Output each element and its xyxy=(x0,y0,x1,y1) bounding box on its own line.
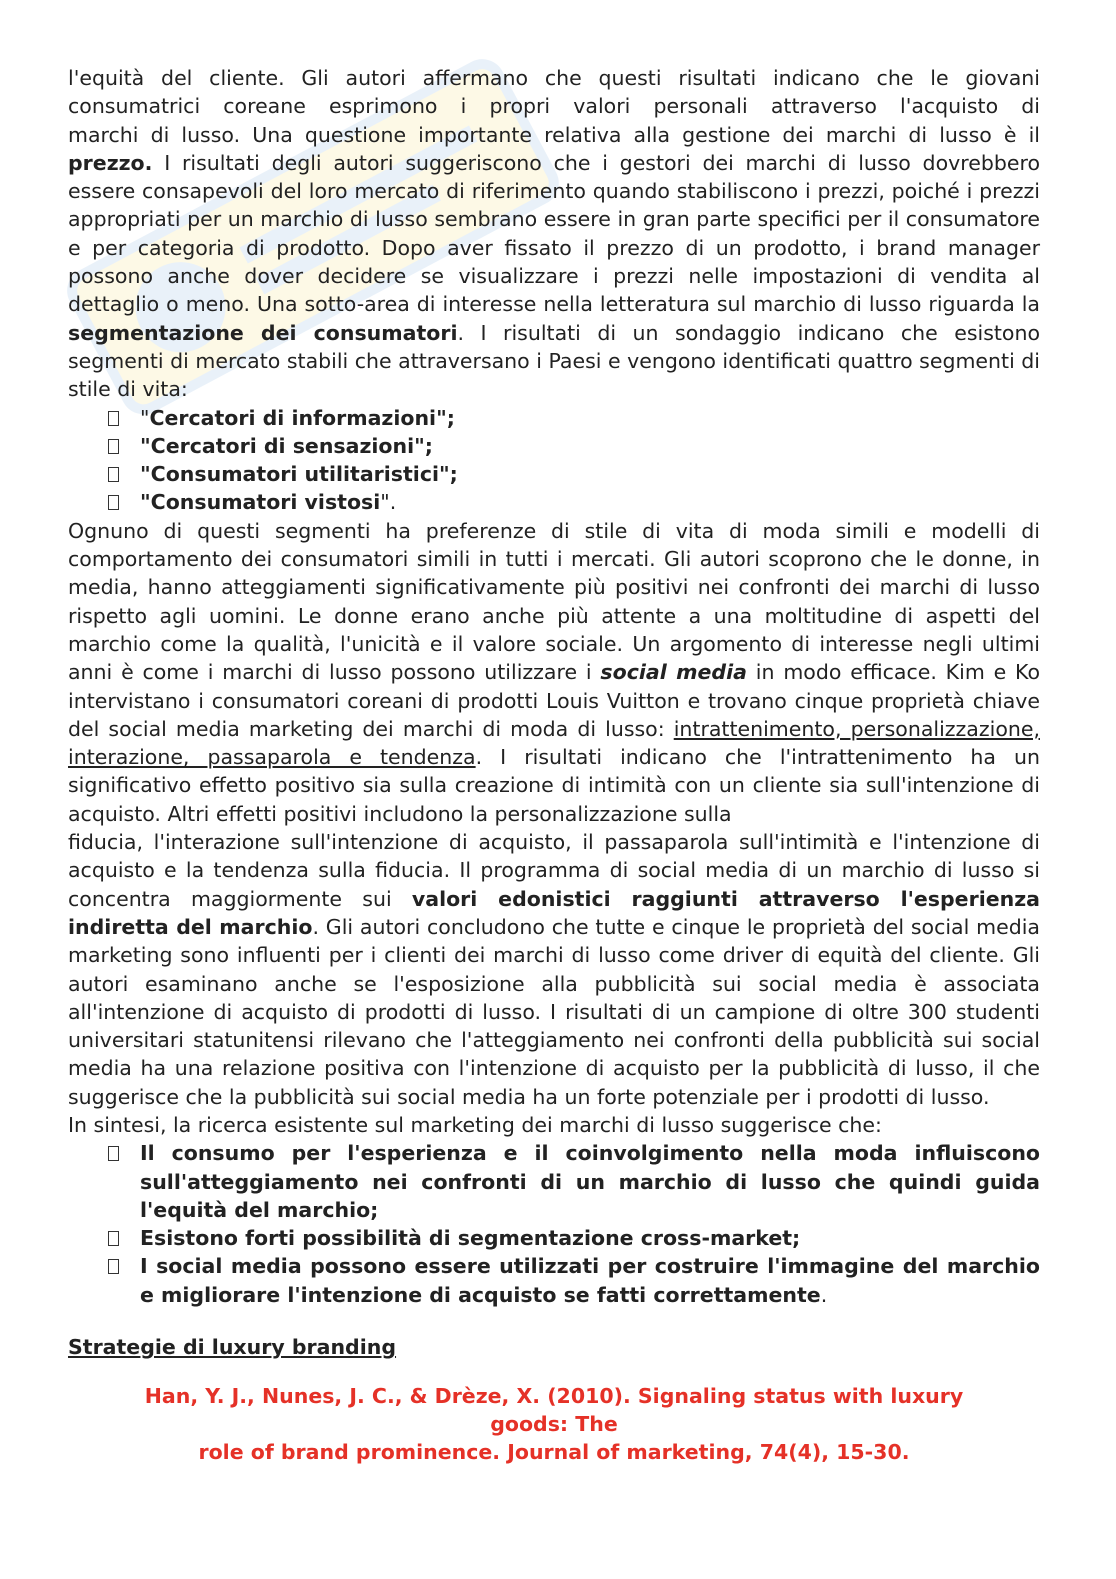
paragraph-pricing: prezzo. I risultati degli autori suggeriscono che i gestori dei marchi di lusso dovrebbero essere consapevoli del loro mercato di riferimento quando stabiliscono i prezzi, poiché i prezzi appropriati per un marchio di lusso sembrano essere in gran parte specifici per il consumatore e per categoria di prodotto. Dopo aver fissato il prezzo di un prodotto, i brand manager possono anche dover decidere se visualizzare i prezzi nelle impostazioni di vendita al dettaglio o meno. Una sotto-area di interesse nella letteratura sul marchio di lusso riguarda la segmentazione dei consumatori. I risultati di un sondaggio indicano che esistono segmenti di mercato stabili che attraversano i Paesi e vengono identificati quattro segmenti di stile di vita: xyxy=(68,150,1040,402)
bullet-box-icon xyxy=(108,467,119,482)
section-heading: Strategie di luxury branding xyxy=(68,1335,397,1360)
list-item: "Consumatori vistosi". xyxy=(68,488,1040,516)
bullet-box-icon xyxy=(108,1259,119,1274)
summary-list xyxy=(68,1139,1040,1309)
bold-price: prezzo. xyxy=(68,150,153,175)
bullet-box-icon xyxy=(108,1146,119,1161)
reference-line: role of brand prominence. Journal of marketing, 74(4), 15-30. xyxy=(198,1440,910,1465)
summary-intro: In sintesi, la ricerca esistente sul marketing dei marchi di lusso suggerisce che: xyxy=(68,1112,882,1137)
list-item: Esistono forti possibilità di segmentazione cross-market; xyxy=(68,1224,1040,1252)
list-item: "Cercatori di sensazioni"; xyxy=(68,432,1040,460)
bullet-box-icon xyxy=(108,495,119,510)
document-page xyxy=(68,64,1040,1467)
reference-line: goods: The xyxy=(490,1412,618,1437)
bullet-box-icon xyxy=(108,411,119,426)
bold-segmentation: segmentazione dei consumatori xyxy=(68,320,458,345)
paragraph-hedonic: fiducia, l'interazione sull'intenzione di acquisto, il passaparola sull'intimità e l'intenzione di acquisto e la tendenza sulla fiducia. Il programma di social media di un marchio di lusso si concentra maggiormente sui valori edonistici raggiunti attraverso l'esperienza indiretta del marchio. Gli autori concludono che tutte e cinque le proprietà del social media marketing sono influenti per i clienti dei marchi di lusso come driver di equità del cliente. Gli autori esaminano anche se l'esposizione alla pubblicità sui social media è associata all'intenzione di acquisto di prodotti di lusso. I risultati di un campione di oltre 300 studenti universitari statunitensi rilevano che l'atteggiamento nei confronti della pubblicità sui social media ha una relazione positiva con l'intenzione di acquisto per la pubblicità di lusso, il che suggerisce che la pubblicità sui social media ha un forte potenziale per i prodotti di lusso. xyxy=(68,830,1040,1109)
list-item: "Cercatori di informazioni"; xyxy=(68,404,1040,432)
paragraph-line: marchi di lusso. Una questione importante relativa alla gestione dei marchi di lusso è il xyxy=(68,122,1040,147)
bold-italic-social-media: social media xyxy=(600,660,747,685)
reference-line: Han, Y. J., Nunes, J. C., & Drèze, X. (2010). Signaling status with luxury xyxy=(144,1383,964,1408)
underlined-properties: intrattenimento, personalizzazione, interazione, passaparola e tendenza xyxy=(68,716,1040,770)
bullet-box-icon xyxy=(108,1231,119,1246)
paragraph-line: consumatrici coreane esprimono i propri valori personali attraverso l'acquisto di xyxy=(68,94,1040,119)
list-item: "Consumatori utilitaristici"; xyxy=(68,460,1040,488)
bold-hedonic-values: valori edonistici raggiunti attraverso l'esperienza indiretta del marchio xyxy=(68,886,1040,939)
bullet-box-icon xyxy=(108,439,119,454)
list-item: I social media possono essere utilizzati per costruire l'immagine del marchio e migliorare l'intenzione di acquisto se fatti correttamente. xyxy=(68,1252,1040,1309)
paragraph-line: l'equità del cliente. Gli autori affermano che questi risultati indicano che le giovani xyxy=(68,66,1040,90)
paragraph-social-media: Ognuno di questi segmenti ha preferenze di stile di vita di moda simili e modelli di comportamento dei consumatori simili in tutti i mercati. Gli autori scoprono che le donne, in media, hanno atteggiamenti significativamente più positivi nei confronti dei marchi di lusso rispetto agli uomini. Le donne erano anche più attente a una moltitudine di aspetti del marchio come la qualità, l'unicità e il valore sociale. Un argomento di interesse negli ultimi anni è come i marchi di lusso possono utilizzare i social media in modo efficace. Kim e Ko intervistano i consumatori coreani di prodotti Louis Vuitton e trovano cinque proprietà chiave del social media marketing dei marchi di moda di lusso: intrattenimento, personalizzazione, interazione, passaparola e tendenza. I risultati indicano che l'intrattenimento ha un significativo effetto positivo sia sulla creazione di intimità con un cliente sia sull'intenzione di acquisto. Altri effetti positivi includono la personalizzazione sulla xyxy=(68,518,1041,826)
segments-list xyxy=(68,404,1040,517)
list-item: Il consumo per l'esperienza e il coinvolgimento nella moda influiscono sull'atteggiamento nei confronti di un marchio di lusso che quindi guida l'equità del marchio; xyxy=(68,1139,1040,1224)
